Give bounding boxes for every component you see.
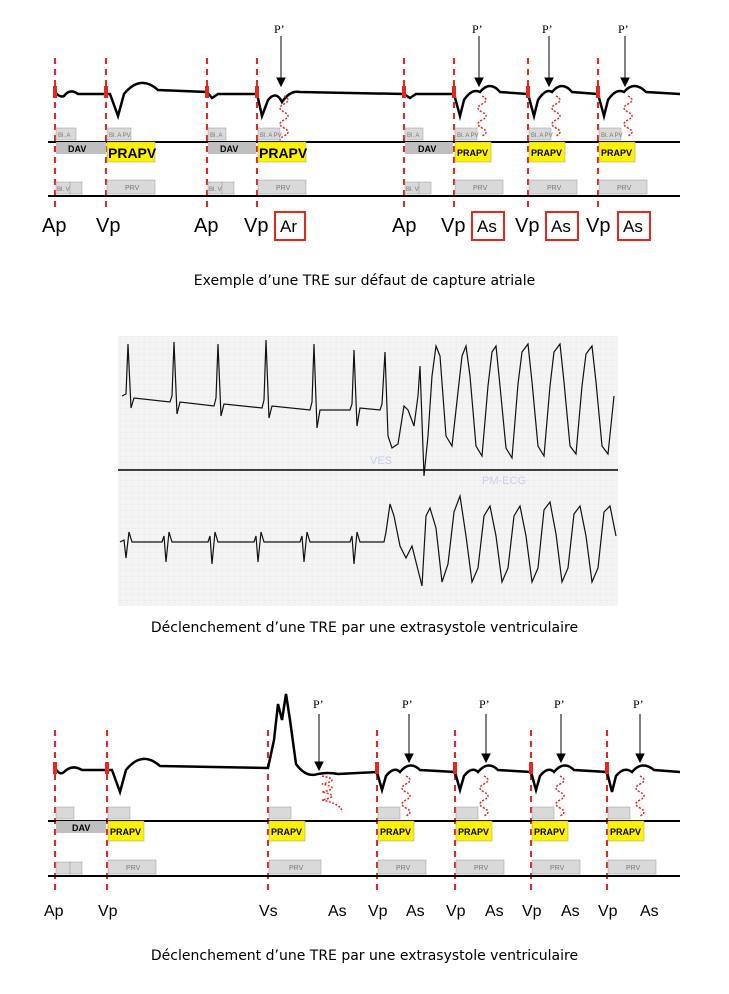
svg-text:PRAPV: PRAPV: [110, 827, 142, 837]
svg-text:PRV: PRV: [289, 865, 304, 872]
label-as-1: As: [477, 217, 497, 236]
label-ar: Ar: [280, 217, 297, 236]
svg-text:PRAPV: PRAPV: [271, 827, 303, 837]
bottom-diagram: [0, 680, 729, 940]
svg-text:PRAPV: PRAPV: [457, 148, 489, 158]
bottom-p-prime-label-2: P’: [402, 697, 413, 711]
svg-text:PRAPV: PRAPV: [259, 145, 308, 161]
svg-text:Bl. A PV: Bl. A PV: [260, 133, 282, 139]
pm-watermark: PM-ECG: [482, 475, 526, 487]
svg-text:PRV: PRV: [126, 865, 141, 872]
svg-text:PRV: PRV: [617, 185, 632, 192]
svg-text:PRAPV: PRAPV: [610, 827, 642, 837]
top-ecg-trace: [55, 83, 680, 116]
bottom-label-as-5: As: [640, 903, 659, 920]
label-as-3: As: [623, 217, 643, 236]
label-ap-2: Ap: [194, 215, 219, 237]
top-diagram-svg: [0, 0, 729, 260]
bottom-p-prime-label-5: P’: [633, 697, 644, 711]
svg-text:DAV: DAV: [220, 144, 239, 154]
middle-ecg-strip: [0, 336, 729, 608]
label-vp-4: Vp: [515, 215, 540, 237]
bottom-event-labels: [44, 903, 659, 920]
svg-text:DAV: DAV: [68, 144, 87, 154]
svg-text:PRAPV: PRAPV: [380, 827, 412, 837]
bottom-diagram-svg: [0, 680, 729, 940]
svg-text:Bl. V: Bl. V: [209, 187, 222, 193]
bottom-p-prime-label-1: P’: [313, 697, 324, 711]
svg-text:PRV: PRV: [474, 865, 489, 872]
label-vp-1: Vp: [96, 215, 121, 237]
top-event-labels: [42, 212, 650, 240]
svg-text:Bl. A PV: Bl. A PV: [531, 133, 553, 139]
bottom-label-as-2: As: [406, 903, 425, 920]
svg-text:PRV: PRV: [626, 865, 641, 872]
p-prime-label-3: P’: [542, 22, 553, 36]
svg-text:Bl. A PV: Bl. A PV: [109, 133, 131, 139]
svg-text:PRAPV: PRAPV: [534, 827, 566, 837]
bottom-caption: Déclenchement d’une TRE par une extrasystole ventriculaire: [150, 948, 579, 964]
svg-text:PRV: PRV: [547, 185, 562, 192]
bottom-p-prime-label-4: P’: [554, 697, 565, 711]
svg-text:Bl. A: Bl. A: [210, 133, 223, 139]
bottom-label-vp-3: Vp: [446, 903, 466, 920]
svg-text:DAV: DAV: [418, 144, 437, 154]
bottom-ventricular-blocks: [56, 860, 656, 874]
bottom-p-arrows: [315, 714, 644, 770]
label-vp-3: Vp: [441, 215, 466, 237]
bottom-label-vp-1: Vp: [98, 903, 118, 920]
ves-watermark: VES: [370, 455, 393, 467]
label-ap-1: Ap: [42, 215, 67, 237]
svg-text:Bl. A PV: Bl. A PV: [457, 133, 479, 139]
label-vp-2: Vp: [244, 215, 269, 237]
bottom-atrial-blocks: [56, 807, 644, 841]
svg-text:PRAPV: PRAPV: [458, 827, 490, 837]
bottom-label-ap: Ap: [44, 903, 64, 920]
bottom-label-as-3: As: [485, 903, 504, 920]
bottom-label-vp-2: Vp: [368, 903, 388, 920]
bottom-label-as-1: As: [328, 903, 347, 920]
label-ap-3: Ap: [392, 215, 417, 237]
svg-text:Bl. A: Bl. A: [58, 133, 71, 139]
svg-text:PRV: PRV: [276, 185, 291, 192]
bottom-label-as-4: As: [561, 903, 580, 920]
top-ventricular-blocks: [56, 180, 647, 194]
p-prime-label-1: P’: [274, 22, 285, 36]
top-diagram: [0, 0, 729, 260]
svg-text:DAV: DAV: [72, 823, 91, 833]
top-atrial-blocks: [56, 128, 635, 162]
svg-text:PRAPV: PRAPV: [531, 148, 563, 158]
p-prime-label-4: P’: [618, 22, 629, 36]
middle-caption: Déclenchement d’une TRE par une extrasystole ventriculaire: [150, 620, 579, 636]
bottom-label-vs: Vs: [259, 903, 278, 920]
svg-text:PRV: PRV: [473, 185, 488, 192]
label-as-2: As: [551, 217, 571, 236]
p-prime-label-2: P’: [472, 22, 483, 36]
svg-text:Bl. A PV: Bl. A PV: [601, 133, 623, 139]
top-caption: Exemple d’une TRE sur défaut de capture atriale: [193, 273, 536, 289]
svg-text:Bl. V: Bl. V: [57, 187, 70, 193]
svg-text:PRV: PRV: [125, 185, 140, 192]
bottom-p-prime-label-3: P’: [479, 697, 490, 711]
svg-text:PRAPV: PRAPV: [108, 145, 157, 161]
bottom-label-vp-5: Vp: [598, 903, 618, 920]
bottom-ecg-trace: [55, 694, 680, 792]
svg-text:PRAPV: PRAPV: [601, 148, 633, 158]
svg-text:PRV: PRV: [396, 865, 411, 872]
bottom-label-vp-4: Vp: [522, 903, 542, 920]
svg-text:PRV: PRV: [550, 865, 565, 872]
svg-text:Bl. A: Bl. A: [407, 133, 420, 139]
bottom-retrograde-waves: [322, 776, 644, 816]
middle-ecg-svg: [0, 336, 729, 608]
svg-text:Bl. V: Bl. V: [406, 187, 419, 193]
label-vp-5: Vp: [586, 215, 611, 237]
